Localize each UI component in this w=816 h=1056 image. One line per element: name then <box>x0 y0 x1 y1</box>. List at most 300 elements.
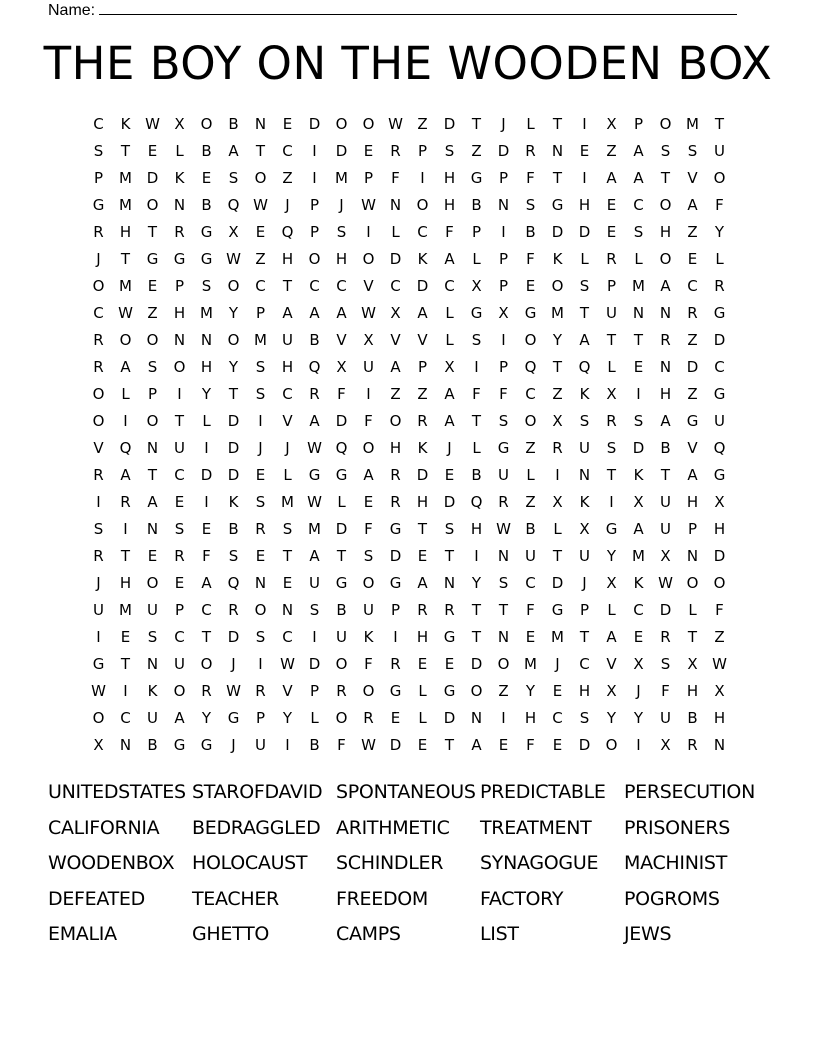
grid-letter[interactable]: R <box>687 304 698 322</box>
grid-letter[interactable]: G <box>551 601 564 619</box>
grid-letter[interactable]: J <box>636 682 641 700</box>
grid-letter[interactable]: T <box>120 547 131 565</box>
grid-letter[interactable]: A <box>444 385 455 403</box>
grid-letter[interactable]: E <box>417 736 428 754</box>
grid-letter[interactable]: W <box>307 439 322 457</box>
grid-letter[interactable]: O <box>497 655 510 673</box>
grid-letter[interactable]: Q <box>119 439 132 457</box>
grid-letter[interactable]: Z <box>417 115 428 133</box>
grid-letter[interactable]: S <box>498 412 509 430</box>
grid-letter[interactable]: D <box>200 466 213 484</box>
grid-letter[interactable]: X <box>390 304 401 322</box>
grid-letter[interactable]: S <box>606 439 617 457</box>
grid-letter[interactable]: D <box>443 493 456 511</box>
grid-letter[interactable]: M <box>281 493 294 511</box>
grid-letter[interactable]: D <box>227 439 240 457</box>
grid-letter[interactable]: I <box>636 736 641 754</box>
grid-letter[interactable]: H <box>659 385 672 403</box>
grid-letter[interactable]: T <box>174 412 185 430</box>
grid-letter[interactable]: I <box>609 493 614 511</box>
grid-letter[interactable]: O <box>524 331 537 349</box>
grid-letter[interactable]: K <box>552 250 563 268</box>
grid-letter[interactable]: Y <box>282 709 293 727</box>
grid-letter[interactable]: G <box>713 466 726 484</box>
grid-letter[interactable]: N <box>551 142 564 160</box>
grid-letter[interactable]: A <box>282 304 293 322</box>
grid-letter[interactable]: G <box>443 682 456 700</box>
grid-letter[interactable]: S <box>633 412 644 430</box>
grid-letter[interactable]: Z <box>525 493 536 511</box>
grid-letter[interactable]: W <box>658 574 673 592</box>
grid-letter[interactable]: C <box>552 709 563 727</box>
grid-letter[interactable]: E <box>579 142 590 160</box>
grid-letter[interactable]: U <box>147 709 158 727</box>
grid-letter[interactable]: P <box>498 358 509 376</box>
grid-letter[interactable]: C <box>282 385 293 403</box>
grid-letter[interactable]: K <box>579 385 590 403</box>
grid-letter[interactable]: X <box>633 493 644 511</box>
grid-letter[interactable]: E <box>255 466 266 484</box>
grid-letter[interactable]: Q <box>713 439 726 457</box>
grid-letter[interactable]: A <box>471 736 482 754</box>
grid-letter[interactable]: A <box>201 574 212 592</box>
grid-letter[interactable]: V <box>606 655 617 673</box>
grid-letter[interactable]: Y <box>471 574 482 592</box>
grid-letter[interactable]: C <box>633 196 644 214</box>
grid-letter[interactable]: P <box>93 169 104 187</box>
grid-letter[interactable]: G <box>686 412 699 430</box>
grid-letter[interactable]: Z <box>282 169 293 187</box>
grid-letter[interactable]: K <box>147 682 158 700</box>
grid-letter[interactable]: L <box>472 250 481 268</box>
grid-letter[interactable]: O <box>524 412 537 430</box>
grid-letter[interactable]: D <box>227 412 240 430</box>
grid-letter[interactable]: C <box>525 385 536 403</box>
grid-letter[interactable]: T <box>579 304 590 322</box>
grid-letter[interactable]: S <box>147 358 158 376</box>
grid-letter[interactable]: R <box>687 736 698 754</box>
grid-letter[interactable]: I <box>636 385 641 403</box>
grid-letter[interactable]: L <box>526 466 535 484</box>
grid-letter[interactable]: L <box>526 115 535 133</box>
grid-letter[interactable]: F <box>499 385 508 403</box>
grid-letter[interactable]: T <box>471 601 482 619</box>
grid-letter[interactable]: F <box>364 412 373 430</box>
grid-letter[interactable]: S <box>228 169 239 187</box>
grid-letter[interactable]: C <box>417 223 428 241</box>
grid-letter[interactable]: E <box>552 682 563 700</box>
grid-letter[interactable]: L <box>418 682 427 700</box>
grid-letter[interactable]: M <box>686 115 699 133</box>
grid-letter[interactable]: N <box>146 520 159 538</box>
grid-letter[interactable]: G <box>92 655 105 673</box>
grid-letter[interactable]: B <box>201 196 212 214</box>
grid-letter[interactable]: R <box>660 331 671 349</box>
grid-letter[interactable]: P <box>255 304 266 322</box>
grid-letter[interactable]: I <box>204 493 209 511</box>
grid-letter[interactable]: U <box>579 439 590 457</box>
grid-letter[interactable]: T <box>147 466 158 484</box>
grid-letter[interactable]: G <box>335 574 348 592</box>
grid-letter[interactable]: D <box>443 709 456 727</box>
grid-letter[interactable]: J <box>555 655 560 673</box>
grid-letter[interactable]: W <box>280 655 295 673</box>
grid-letter[interactable]: M <box>254 331 267 349</box>
grid-letter[interactable]: U <box>714 142 725 160</box>
grid-letter[interactable]: K <box>120 115 131 133</box>
grid-letter[interactable]: U <box>660 520 671 538</box>
grid-letter[interactable]: G <box>470 169 483 187</box>
grid-letter[interactable]: G <box>443 628 456 646</box>
grid-letter[interactable]: X <box>714 682 725 700</box>
grid-letter[interactable]: X <box>363 331 374 349</box>
grid-letter[interactable]: C <box>120 709 131 727</box>
grid-letter[interactable]: D <box>335 142 348 160</box>
grid-letter[interactable]: D <box>227 628 240 646</box>
grid-letter[interactable]: M <box>632 277 645 295</box>
grid-letter[interactable]: A <box>633 520 644 538</box>
grid-letter[interactable]: O <box>416 196 429 214</box>
grid-letter[interactable]: E <box>606 223 617 241</box>
grid-letter[interactable]: C <box>579 655 590 673</box>
grid-letter[interactable]: X <box>228 223 239 241</box>
grid-letter[interactable]: T <box>498 601 509 619</box>
grid-letter[interactable]: G <box>389 682 402 700</box>
grid-letter[interactable]: A <box>363 466 374 484</box>
grid-letter[interactable]: M <box>551 628 564 646</box>
grid-letter[interactable]: T <box>687 628 698 646</box>
grid-letter[interactable]: A <box>336 304 347 322</box>
grid-letter[interactable]: W <box>145 115 160 133</box>
grid-letter[interactable]: R <box>714 277 725 295</box>
grid-letter[interactable]: S <box>579 709 590 727</box>
grid-letter[interactable]: M <box>119 169 132 187</box>
grid-letter[interactable]: N <box>173 196 186 214</box>
grid-letter[interactable]: U <box>660 493 671 511</box>
grid-letter[interactable]: L <box>715 250 724 268</box>
grid-letter[interactable]: U <box>174 439 185 457</box>
grid-letter[interactable]: A <box>147 493 158 511</box>
grid-letter[interactable]: I <box>123 520 128 538</box>
grid-letter[interactable]: X <box>552 412 563 430</box>
grid-letter[interactable]: H <box>281 358 294 376</box>
grid-letter[interactable]: O <box>92 277 105 295</box>
grid-letter[interactable]: T <box>120 250 131 268</box>
grid-letter[interactable]: H <box>659 223 672 241</box>
grid-letter[interactable]: O <box>92 709 105 727</box>
grid-letter[interactable]: P <box>606 277 617 295</box>
grid-letter[interactable]: U <box>660 709 671 727</box>
grid-letter[interactable]: Q <box>524 358 537 376</box>
grid-letter[interactable]: S <box>93 142 104 160</box>
grid-letter[interactable]: I <box>177 385 182 403</box>
grid-letter[interactable]: O <box>254 169 267 187</box>
grid-letter[interactable]: T <box>633 331 644 349</box>
grid-letter[interactable]: F <box>337 385 346 403</box>
grid-letter[interactable]: T <box>660 466 671 484</box>
grid-letter[interactable]: R <box>390 655 401 673</box>
grid-letter[interactable]: Y <box>201 709 212 727</box>
grid-letter[interactable]: E <box>552 736 563 754</box>
grid-letter[interactable]: E <box>282 115 293 133</box>
grid-letter[interactable]: S <box>525 196 536 214</box>
grid-letter[interactable]: L <box>445 304 454 322</box>
grid-letter[interactable]: W <box>361 304 376 322</box>
grid-letter[interactable]: S <box>201 277 212 295</box>
grid-letter[interactable]: T <box>120 655 131 673</box>
grid-letter[interactable]: D <box>497 142 510 160</box>
grid-letter[interactable]: V <box>363 277 374 295</box>
grid-letter[interactable]: G <box>389 520 402 538</box>
grid-letter[interactable]: H <box>335 250 348 268</box>
grid-letter[interactable]: P <box>309 223 320 241</box>
grid-letter[interactable]: U <box>363 601 374 619</box>
grid-letter[interactable]: O <box>119 331 132 349</box>
grid-letter[interactable]: A <box>120 358 131 376</box>
grid-letter[interactable]: N <box>146 655 159 673</box>
grid-letter[interactable]: B <box>309 331 320 349</box>
grid-letter[interactable]: A <box>417 304 428 322</box>
grid-letter[interactable]: R <box>93 331 104 349</box>
grid-letter[interactable]: E <box>633 628 644 646</box>
grid-letter[interactable]: D <box>389 250 402 268</box>
grid-letter[interactable]: Q <box>470 493 483 511</box>
grid-letter[interactable]: H <box>416 628 429 646</box>
grid-letter[interactable]: I <box>123 682 128 700</box>
grid-letter[interactable]: U <box>336 628 347 646</box>
grid-letter[interactable]: O <box>227 331 240 349</box>
grid-letter[interactable]: C <box>390 277 401 295</box>
grid-letter[interactable]: I <box>204 439 209 457</box>
grid-letter[interactable]: W <box>226 250 241 268</box>
grid-letter[interactable]: E <box>633 358 644 376</box>
grid-letter[interactable]: O <box>200 115 213 133</box>
grid-letter[interactable]: B <box>471 196 482 214</box>
grid-letter[interactable]: D <box>308 115 321 133</box>
grid-letter[interactable]: T <box>552 547 563 565</box>
grid-letter[interactable]: D <box>146 169 159 187</box>
grid-letter[interactable]: I <box>366 385 371 403</box>
grid-letter[interactable]: K <box>363 628 374 646</box>
grid-letter[interactable]: G <box>389 574 402 592</box>
grid-letter[interactable]: L <box>607 601 616 619</box>
grid-letter[interactable]: Q <box>308 358 321 376</box>
grid-letter[interactable]: K <box>417 250 428 268</box>
grid-letter[interactable]: R <box>525 142 536 160</box>
grid-letter[interactable]: E <box>201 520 212 538</box>
grid-letter[interactable]: C <box>255 277 266 295</box>
grid-letter[interactable]: F <box>526 736 535 754</box>
grid-letter[interactable]: E <box>147 142 158 160</box>
grid-letter[interactable]: G <box>470 304 483 322</box>
grid-letter[interactable]: K <box>228 493 239 511</box>
grid-letter[interactable]: O <box>146 574 159 592</box>
grid-letter[interactable]: F <box>526 250 535 268</box>
grid-letter[interactable]: E <box>687 250 698 268</box>
grid-letter[interactable]: A <box>174 709 185 727</box>
grid-letter[interactable]: B <box>228 520 239 538</box>
grid-letter[interactable]: E <box>390 709 401 727</box>
grid-letter[interactable]: T <box>606 331 617 349</box>
grid-letter[interactable]: H <box>443 169 456 187</box>
grid-letter[interactable]: T <box>579 628 590 646</box>
grid-letter[interactable]: X <box>444 358 455 376</box>
grid-letter[interactable]: F <box>472 385 481 403</box>
grid-letter[interactable]: T <box>660 169 671 187</box>
grid-letter[interactable]: I <box>582 169 587 187</box>
grid-letter[interactable]: R <box>93 466 104 484</box>
grid-letter[interactable]: A <box>687 466 698 484</box>
grid-letter[interactable]: O <box>92 385 105 403</box>
grid-letter[interactable]: N <box>146 439 159 457</box>
grid-letter[interactable]: L <box>418 709 427 727</box>
grid-letter[interactable]: L <box>634 250 643 268</box>
grid-letter[interactable]: N <box>281 601 294 619</box>
grid-letter[interactable]: C <box>174 466 185 484</box>
grid-letter[interactable]: R <box>120 493 131 511</box>
grid-letter[interactable]: C <box>525 574 536 592</box>
grid-letter[interactable]: M <box>335 169 348 187</box>
grid-letter[interactable]: O <box>200 655 213 673</box>
grid-letter[interactable]: Z <box>471 142 482 160</box>
grid-letter[interactable]: S <box>471 331 482 349</box>
grid-letter[interactable]: N <box>659 304 672 322</box>
grid-letter[interactable]: N <box>119 736 132 754</box>
grid-letter[interactable]: O <box>659 115 672 133</box>
grid-letter[interactable]: U <box>579 547 590 565</box>
grid-letter[interactable]: R <box>255 682 266 700</box>
grid-letter[interactable]: I <box>258 655 263 673</box>
grid-letter[interactable]: U <box>147 601 158 619</box>
grid-letter[interactable]: Q <box>227 196 240 214</box>
grid-letter[interactable]: R <box>255 520 266 538</box>
grid-letter[interactable]: V <box>93 439 104 457</box>
grid-letter[interactable]: X <box>606 682 617 700</box>
grid-letter[interactable]: D <box>308 655 321 673</box>
grid-letter[interactable]: O <box>335 655 348 673</box>
grid-letter[interactable]: H <box>389 439 402 457</box>
grid-letter[interactable]: N <box>254 574 267 592</box>
grid-letter[interactable]: Y <box>633 709 644 727</box>
grid-letter[interactable]: Z <box>417 385 428 403</box>
grid-letter[interactable]: Z <box>552 385 563 403</box>
grid-letter[interactable]: C <box>174 628 185 646</box>
grid-letter[interactable]: E <box>444 466 455 484</box>
grid-letter[interactable]: E <box>606 196 617 214</box>
grid-letter[interactable]: E <box>363 493 374 511</box>
grid-letter[interactable]: I <box>582 115 587 133</box>
grid-letter[interactable]: R <box>336 682 347 700</box>
grid-letter[interactable]: I <box>312 142 317 160</box>
grid-letter[interactable]: L <box>472 439 481 457</box>
grid-letter[interactable]: O <box>362 439 375 457</box>
grid-letter[interactable]: W <box>226 682 241 700</box>
grid-letter[interactable]: X <box>660 736 671 754</box>
grid-letter[interactable]: L <box>580 250 589 268</box>
grid-letter[interactable]: V <box>390 331 401 349</box>
grid-letter[interactable]: R <box>444 601 455 619</box>
grid-letter[interactable]: Z <box>255 250 266 268</box>
grid-letter[interactable]: J <box>339 196 344 214</box>
grid-letter[interactable]: H <box>200 358 213 376</box>
grid-letter[interactable]: Y <box>606 709 617 727</box>
grid-letter[interactable]: E <box>525 628 536 646</box>
grid-letter[interactable]: G <box>200 736 213 754</box>
grid-letter[interactable]: E <box>255 547 266 565</box>
grid-letter[interactable]: F <box>526 601 535 619</box>
grid-letter[interactable]: Q <box>281 223 294 241</box>
grid-letter[interactable]: O <box>470 682 483 700</box>
grid-letter[interactable]: U <box>255 736 266 754</box>
grid-letter[interactable]: A <box>120 466 131 484</box>
grid-letter[interactable]: U <box>174 655 185 673</box>
grid-letter[interactable]: Y <box>228 358 239 376</box>
grid-letter[interactable]: H <box>119 574 132 592</box>
grid-letter[interactable]: I <box>366 223 371 241</box>
name-write-line[interactable] <box>99 0 737 15</box>
grid-letter[interactable]: D <box>632 439 645 457</box>
grid-letter[interactable]: O <box>254 601 267 619</box>
grid-letter[interactable]: J <box>285 439 290 457</box>
grid-letter[interactable]: B <box>471 466 482 484</box>
grid-letter[interactable]: G <box>551 196 564 214</box>
grid-letter[interactable]: A <box>606 628 617 646</box>
grid-letter[interactable]: G <box>200 223 213 241</box>
grid-letter[interactable]: L <box>283 466 292 484</box>
grid-letter[interactable]: T <box>471 628 482 646</box>
grid-letter[interactable]: R <box>606 412 617 430</box>
grid-letter[interactable]: E <box>417 547 428 565</box>
grid-letter[interactable]: P <box>417 358 428 376</box>
grid-letter[interactable]: U <box>282 331 293 349</box>
grid-letter[interactable]: K <box>579 493 590 511</box>
grid-letter[interactable]: R <box>417 601 428 619</box>
grid-letter[interactable]: L <box>688 601 697 619</box>
grid-letter[interactable]: C <box>93 304 104 322</box>
grid-letter[interactable]: O <box>659 196 672 214</box>
grid-letter[interactable]: N <box>497 196 510 214</box>
grid-letter[interactable]: I <box>312 169 317 187</box>
grid-letter[interactable]: F <box>337 736 346 754</box>
grid-letter[interactable]: C <box>93 115 104 133</box>
grid-letter[interactable]: Z <box>687 331 698 349</box>
grid-letter[interactable]: O <box>308 250 321 268</box>
grid-letter[interactable]: I <box>474 547 479 565</box>
grid-letter[interactable]: X <box>633 655 644 673</box>
grid-letter[interactable]: E <box>498 736 509 754</box>
grid-letter[interactable]: O <box>551 277 564 295</box>
grid-letter[interactable]: O <box>659 250 672 268</box>
grid-letter[interactable]: O <box>605 736 618 754</box>
grid-letter[interactable]: T <box>471 115 482 133</box>
grid-letter[interactable]: M <box>524 655 537 673</box>
grid-letter[interactable]: L <box>391 223 400 241</box>
grid-letter[interactable]: U <box>309 574 320 592</box>
grid-letter[interactable]: G <box>713 385 726 403</box>
grid-letter[interactable]: C <box>201 601 212 619</box>
grid-letter[interactable]: A <box>579 331 590 349</box>
grid-letter[interactable]: S <box>444 520 455 538</box>
grid-letter[interactable]: R <box>606 250 617 268</box>
grid-letter[interactable]: A <box>228 142 239 160</box>
grid-letter[interactable]: I <box>96 493 101 511</box>
grid-letter[interactable]: S <box>147 628 158 646</box>
grid-letter[interactable]: W <box>91 682 106 700</box>
grid-letter[interactable]: S <box>255 358 266 376</box>
grid-letter[interactable]: L <box>175 142 184 160</box>
grid-letter[interactable]: N <box>443 574 456 592</box>
grid-letter[interactable]: A <box>390 358 401 376</box>
